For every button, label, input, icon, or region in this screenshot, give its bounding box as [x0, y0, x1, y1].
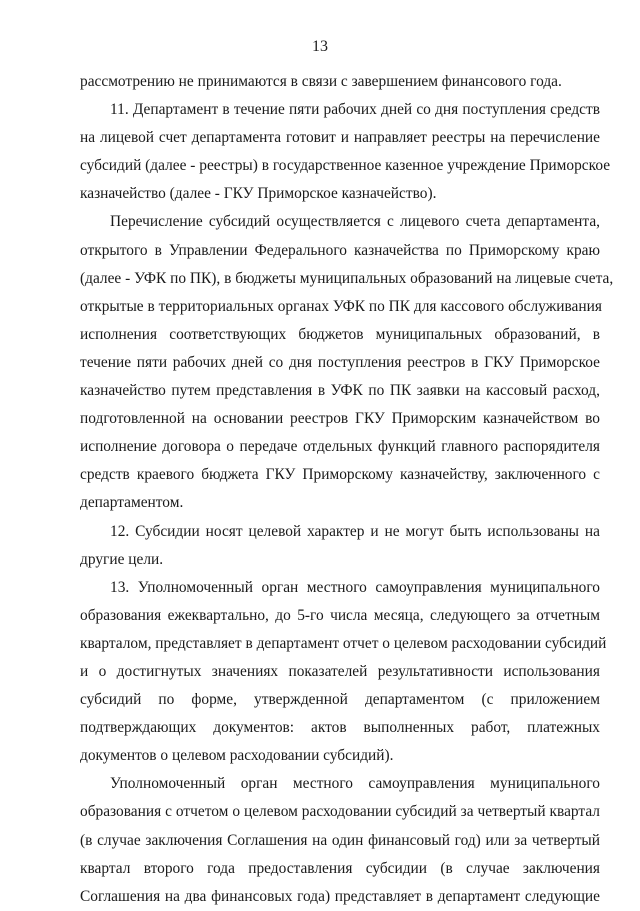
text-line: на лицевой счет департамента готовит и направляет реестры на перечисление	[80, 129, 600, 147]
text-line: открытого в Управлении Федерального казначейства по Приморскому краю	[80, 241, 600, 259]
text-line: Соглашения на два финансовых года) представляет в департамент следующие	[80, 887, 600, 905]
text-line: открытые в территориальных органах УФК по ПК для кассового обслуживания	[80, 297, 602, 315]
text-line: квартал второго года предоставления субсидии (в случае заключения	[80, 859, 600, 877]
text-line: субсидий по форме, утвержденной департаментом (с приложением	[80, 691, 600, 709]
text-line: казначейство (далее - ГКУ Приморское казначейство).	[80, 185, 437, 203]
text-line: казначейство путем представления в УФК по ПК заявки на кассовый расход,	[80, 382, 600, 400]
paragraph-11-line: 11. Департамент в течение пяти рабочих дней со дня поступления средств	[110, 101, 600, 119]
text-line: кварталом, представляет в департамент отчет о целевом расходовании субсидий	[80, 634, 607, 652]
document-body	[80, 68, 614, 911]
text-line: другие цели.	[80, 550, 164, 568]
text-line: документов о целевом расходовании субсидий).	[80, 747, 394, 765]
paragraph-13-line: 13. Уполномоченный орган местного самоуправления муниципального	[110, 578, 600, 596]
paragraph-transfer-line: Перечисление субсидий осуществляется с лицевого счета департамента,	[110, 213, 600, 231]
text-line: (далее - УФК по ПК), в бюджеты муниципальных образований на лицевые счета,	[80, 269, 614, 287]
text-line: образования ежеквартально, до 5-го числа месяца, следующего за отчетным	[80, 606, 600, 624]
text-line: подтверждающих документов: актов выполненных работ, платежных	[80, 719, 600, 737]
text-line: средств краевого бюджета ГКУ Приморскому казначейству, заключенного с	[80, 466, 600, 484]
text-line: образования с отчетом о целевом расходовании субсидий за четвертый квартал	[80, 803, 600, 821]
paragraph-report-line: Уполномоченный орган местного самоуправления муниципального	[110, 775, 600, 793]
text-line: рассмотрению не принимаются в связи с завершением финансового года.	[80, 73, 562, 90]
text-line: департаментом.	[80, 494, 184, 512]
text-line: подготовленной на основании реестров ГКУ Приморским казначейством во	[80, 410, 600, 428]
text-line: и о достигнутых значениях показателей результативности использования	[80, 662, 600, 680]
paragraph-12-line: 12. Субсидии носят целевой характер и не могут быть использованы на	[110, 522, 600, 540]
text-line: субсидий (далее - реестры) в государственное казенное учреждение Приморское	[80, 157, 611, 175]
text-line: исполнение договора о передаче отдельных функций главного распорядителя	[80, 438, 600, 456]
page-number: 13	[312, 38, 328, 55]
text-line: течение пяти рабочих дней со дня поступления реестров в ГКУ Приморское	[80, 353, 600, 371]
text-line: (в случае заключения Соглашения на один финансовый год) или за четвертый	[80, 831, 600, 849]
text-line: исполнения соответствующих бюджетов муниципальных образований, в	[80, 325, 600, 343]
